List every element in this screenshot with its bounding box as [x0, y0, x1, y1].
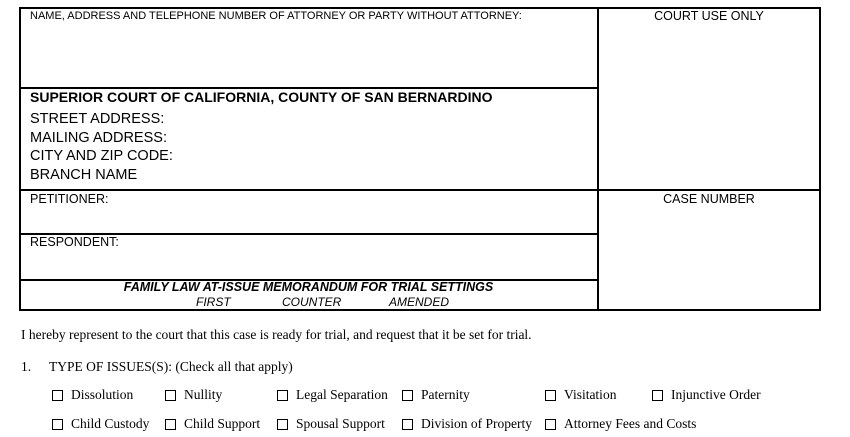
- checkbox-legal-separation[interactable]: [277, 387, 388, 403]
- checkbox-child-support[interactable]: [165, 416, 260, 432]
- checkbox-box[interactable]: [277, 390, 288, 401]
- checkbox-box[interactable]: [652, 390, 663, 401]
- checkbox-injunctive-order[interactable]: [652, 387, 761, 403]
- checkbox-child-custody[interactable]: [52, 416, 149, 432]
- memo-option-first[interactable]: FIRST: [196, 295, 231, 309]
- checkbox-label: Injunctive Order: [671, 387, 761, 402]
- case-number-label: CASE NUMBER: [663, 192, 755, 206]
- checkbox-box[interactable]: [52, 390, 63, 401]
- checkbox-box[interactable]: [165, 419, 176, 430]
- checkbox-dissolution[interactable]: [52, 387, 133, 403]
- checkbox-label: Visitation: [564, 387, 617, 402]
- petitioner-label: PETITIONER:: [30, 192, 109, 206]
- checkbox-box[interactable]: [165, 390, 176, 401]
- item-number: 1.: [21, 359, 32, 374]
- checkbox-label: Legal Separation: [296, 387, 388, 402]
- city-zip-label: CITY AND ZIP CODE:: [30, 148, 173, 164]
- ready-for-trial-statement: I hereby represent to the court that this case is ready for trial, and request that it be set for trial.: [21, 327, 532, 342]
- type-of-issues-label: TYPE OF ISSUES(S): (Check all that apply): [49, 359, 293, 374]
- checkbox-label: Child Support: [184, 416, 261, 431]
- checkbox-box[interactable]: [545, 419, 556, 430]
- memo-option-amended[interactable]: AMENDED: [389, 295, 450, 309]
- checkbox-label: Attorney Fees and Costs: [564, 416, 697, 431]
- checkbox-box[interactable]: [402, 419, 413, 430]
- court-section-divider: [19, 189, 821, 191]
- street-address-label: STREET ADDRESS:: [30, 111, 165, 127]
- checkbox-spousal-support[interactable]: [277, 416, 385, 432]
- checkbox-visitation[interactable]: [545, 387, 616, 403]
- checkbox-label: Nullity: [184, 387, 223, 402]
- court-use-divider: [597, 7, 599, 311]
- memo-option-counter[interactable]: COUNTER: [282, 295, 342, 309]
- case-number-field[interactable]: [600, 208, 818, 308]
- checkbox-label: Division of Property: [421, 416, 532, 431]
- memo-title: FAMILY LAW AT-ISSUE MEMORANDUM FOR TRIAL SETTINGS: [123, 280, 494, 294]
- checkbox-division-of-property[interactable]: [402, 416, 532, 432]
- checkbox-nullity[interactable]: [165, 387, 222, 403]
- checkbox-box[interactable]: [52, 419, 63, 430]
- checkbox-label: Dissolution: [71, 387, 134, 402]
- branch-name-label: BRANCH NAME: [30, 166, 138, 183]
- checkbox-label: Spousal Support: [296, 416, 385, 431]
- checkbox-paternity[interactable]: [402, 387, 470, 403]
- respondent-label: RESPONDENT:: [30, 235, 119, 249]
- checkbox-label: Paternity: [421, 387, 470, 402]
- checkbox-box[interactable]: [545, 390, 556, 401]
- mailing-address-label: MAILING ADDRESS:: [30, 129, 167, 146]
- attorney-field[interactable]: [21, 24, 595, 84]
- checkbox-attorney-fees-and-costs[interactable]: [545, 416, 696, 432]
- petitioner-field[interactable]: [21, 206, 595, 231]
- respondent-field[interactable]: [21, 250, 595, 277]
- checkbox-label: Child Custody: [71, 416, 150, 431]
- court-name: SUPERIOR COURT OF CALIFORNIA, COUNTY OF SAN BERNARDINO: [30, 89, 493, 105]
- checkbox-box[interactable]: [402, 390, 413, 401]
- attorney-field-label: NAME, ADDRESS AND TELEPHONE NUMBER OF ATTORNEY OR PARTY WITHOUT ATTORNEY:: [30, 10, 522, 22]
- court-use-only-label: COURT USE ONLY: [654, 9, 764, 23]
- checkbox-box[interactable]: [277, 419, 288, 430]
